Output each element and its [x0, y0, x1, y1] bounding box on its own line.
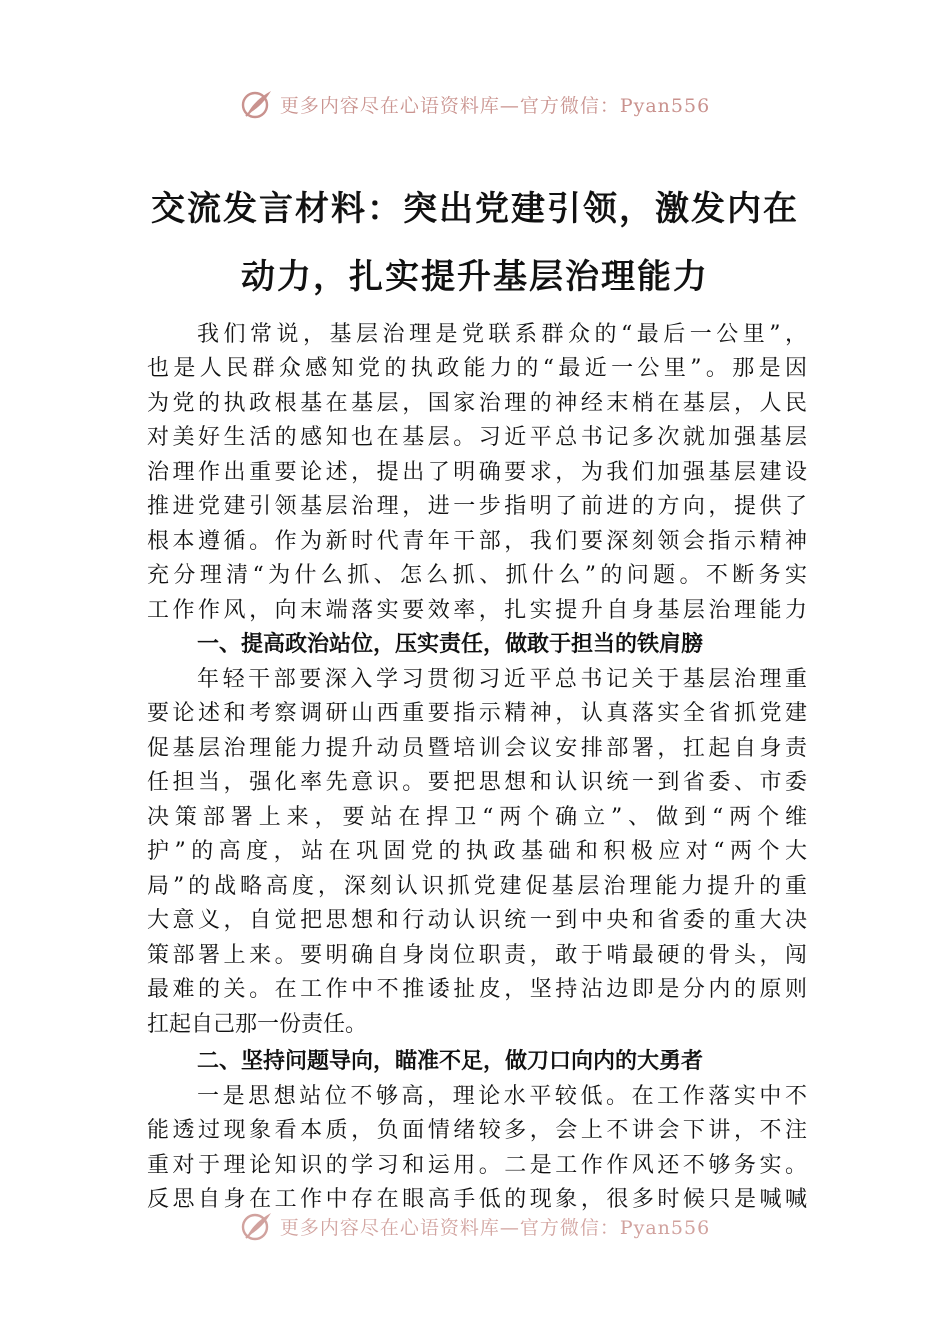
watermark-text: 更多内容尽在心语资料库—官方微信：Pyan556	[279, 1216, 711, 1239]
paragraph-line: 根本遵循。作为新时代青年干部，我们要深刻领会指示精神	[147, 529, 807, 554]
document-title-line-1: 交流发言材料：突出党建引领，激发内在	[151, 189, 799, 229]
document-title-line-2: 动力，扎实提升基层治理能力	[241, 257, 709, 297]
quill-logo-icon	[240, 1209, 274, 1243]
paragraph-line: 重对于理论知识的学习和运用。二是工作作风还不够务实。	[147, 1153, 807, 1178]
watermark-footer	[0, 1206, 950, 1246]
paragraph-line: 扛起自己那一份责任。	[147, 1012, 368, 1037]
paragraph-line: 任担当，强化率先意识。要把思想和认识统一到省委、市委	[147, 770, 807, 795]
section-heading-2: 二、坚持问题导向，瞄准不足，做刀口向内的大勇者	[197, 1049, 704, 1074]
paragraph-line: 治理作出重要论述，提出了明确要求，为我们加强基层建设	[147, 460, 807, 485]
watermark-header	[0, 84, 950, 124]
paragraph-line: 大意义，自觉把思想和行动认识统一到中央和省委的重大决	[147, 908, 807, 933]
paragraph-line: 要论述和考察调研山西重要指示精神，认真落实全省抓党建	[147, 701, 807, 726]
paragraph-line: 我们常说，基层治理是党联系群众的“最后一公里”，	[197, 322, 807, 347]
section-heading-1: 一、提高政治站位，压实责任，做敢于担当的铁肩膀	[197, 632, 704, 657]
paragraph-line: 充分理清“为什么抓、怎么抓、抓什么”的问题。不断务实	[147, 563, 807, 588]
paragraph-line: 局”的战略高度，深刻认识抓党建促基层治理能力提升的重	[147, 874, 807, 899]
paragraph-line: 最难的关。在工作中不推诿扯皮，坚持沾边即是分内的原则	[147, 977, 807, 1002]
paragraph-line: 决策部署上来，要站在捍卫“两个确立”、做到“两个维	[147, 805, 807, 830]
quill-logo-icon	[240, 87, 274, 121]
paragraph-line: 也是人民群众感知党的执政能力的“最近一公里”。那是因	[147, 356, 807, 381]
paragraph-line: 护”的高度，站在巩固党的执政基础和积极应对“两个大	[147, 839, 807, 864]
paragraph-line: 策部署上来。要明确自身岗位职责，敢于啃最硬的骨头，闯	[147, 943, 807, 968]
paragraph-line: 为党的执政根基在基层，国家治理的神经末梢在基层，人民	[147, 391, 807, 416]
paragraph-line: 反思自身在工作中存在眼高手低的现象，很多时候只是喊喊	[147, 1187, 807, 1212]
paragraph-line: 对美好生活的感知也在基层。习近平总书记多次就加强基层	[147, 425, 807, 450]
watermark-text: 更多内容尽在心语资料库—官方微信：Pyan556	[279, 94, 711, 117]
paragraph-line: 推进党建引领基层治理，进一步指明了前进的方向，提供了	[147, 494, 807, 519]
paragraph-line: 能透过现象看本质，负面情绪较多，会上不讲会下讲，不注	[147, 1118, 807, 1143]
paragraph-line: 工作作风，向末端落实要效率，扎实提升自身基层治理能力	[147, 598, 807, 623]
paragraph-line: 年轻干部要深入学习贯彻习近平总书记关于基层治理重	[197, 667, 807, 692]
paragraph-line: 一是思想站位不够高，理论水平较低。在工作落实中不	[197, 1084, 807, 1109]
paragraph-line: 促基层治理能力提升动员暨培训会议安排部署，扛起自身责	[147, 736, 807, 761]
